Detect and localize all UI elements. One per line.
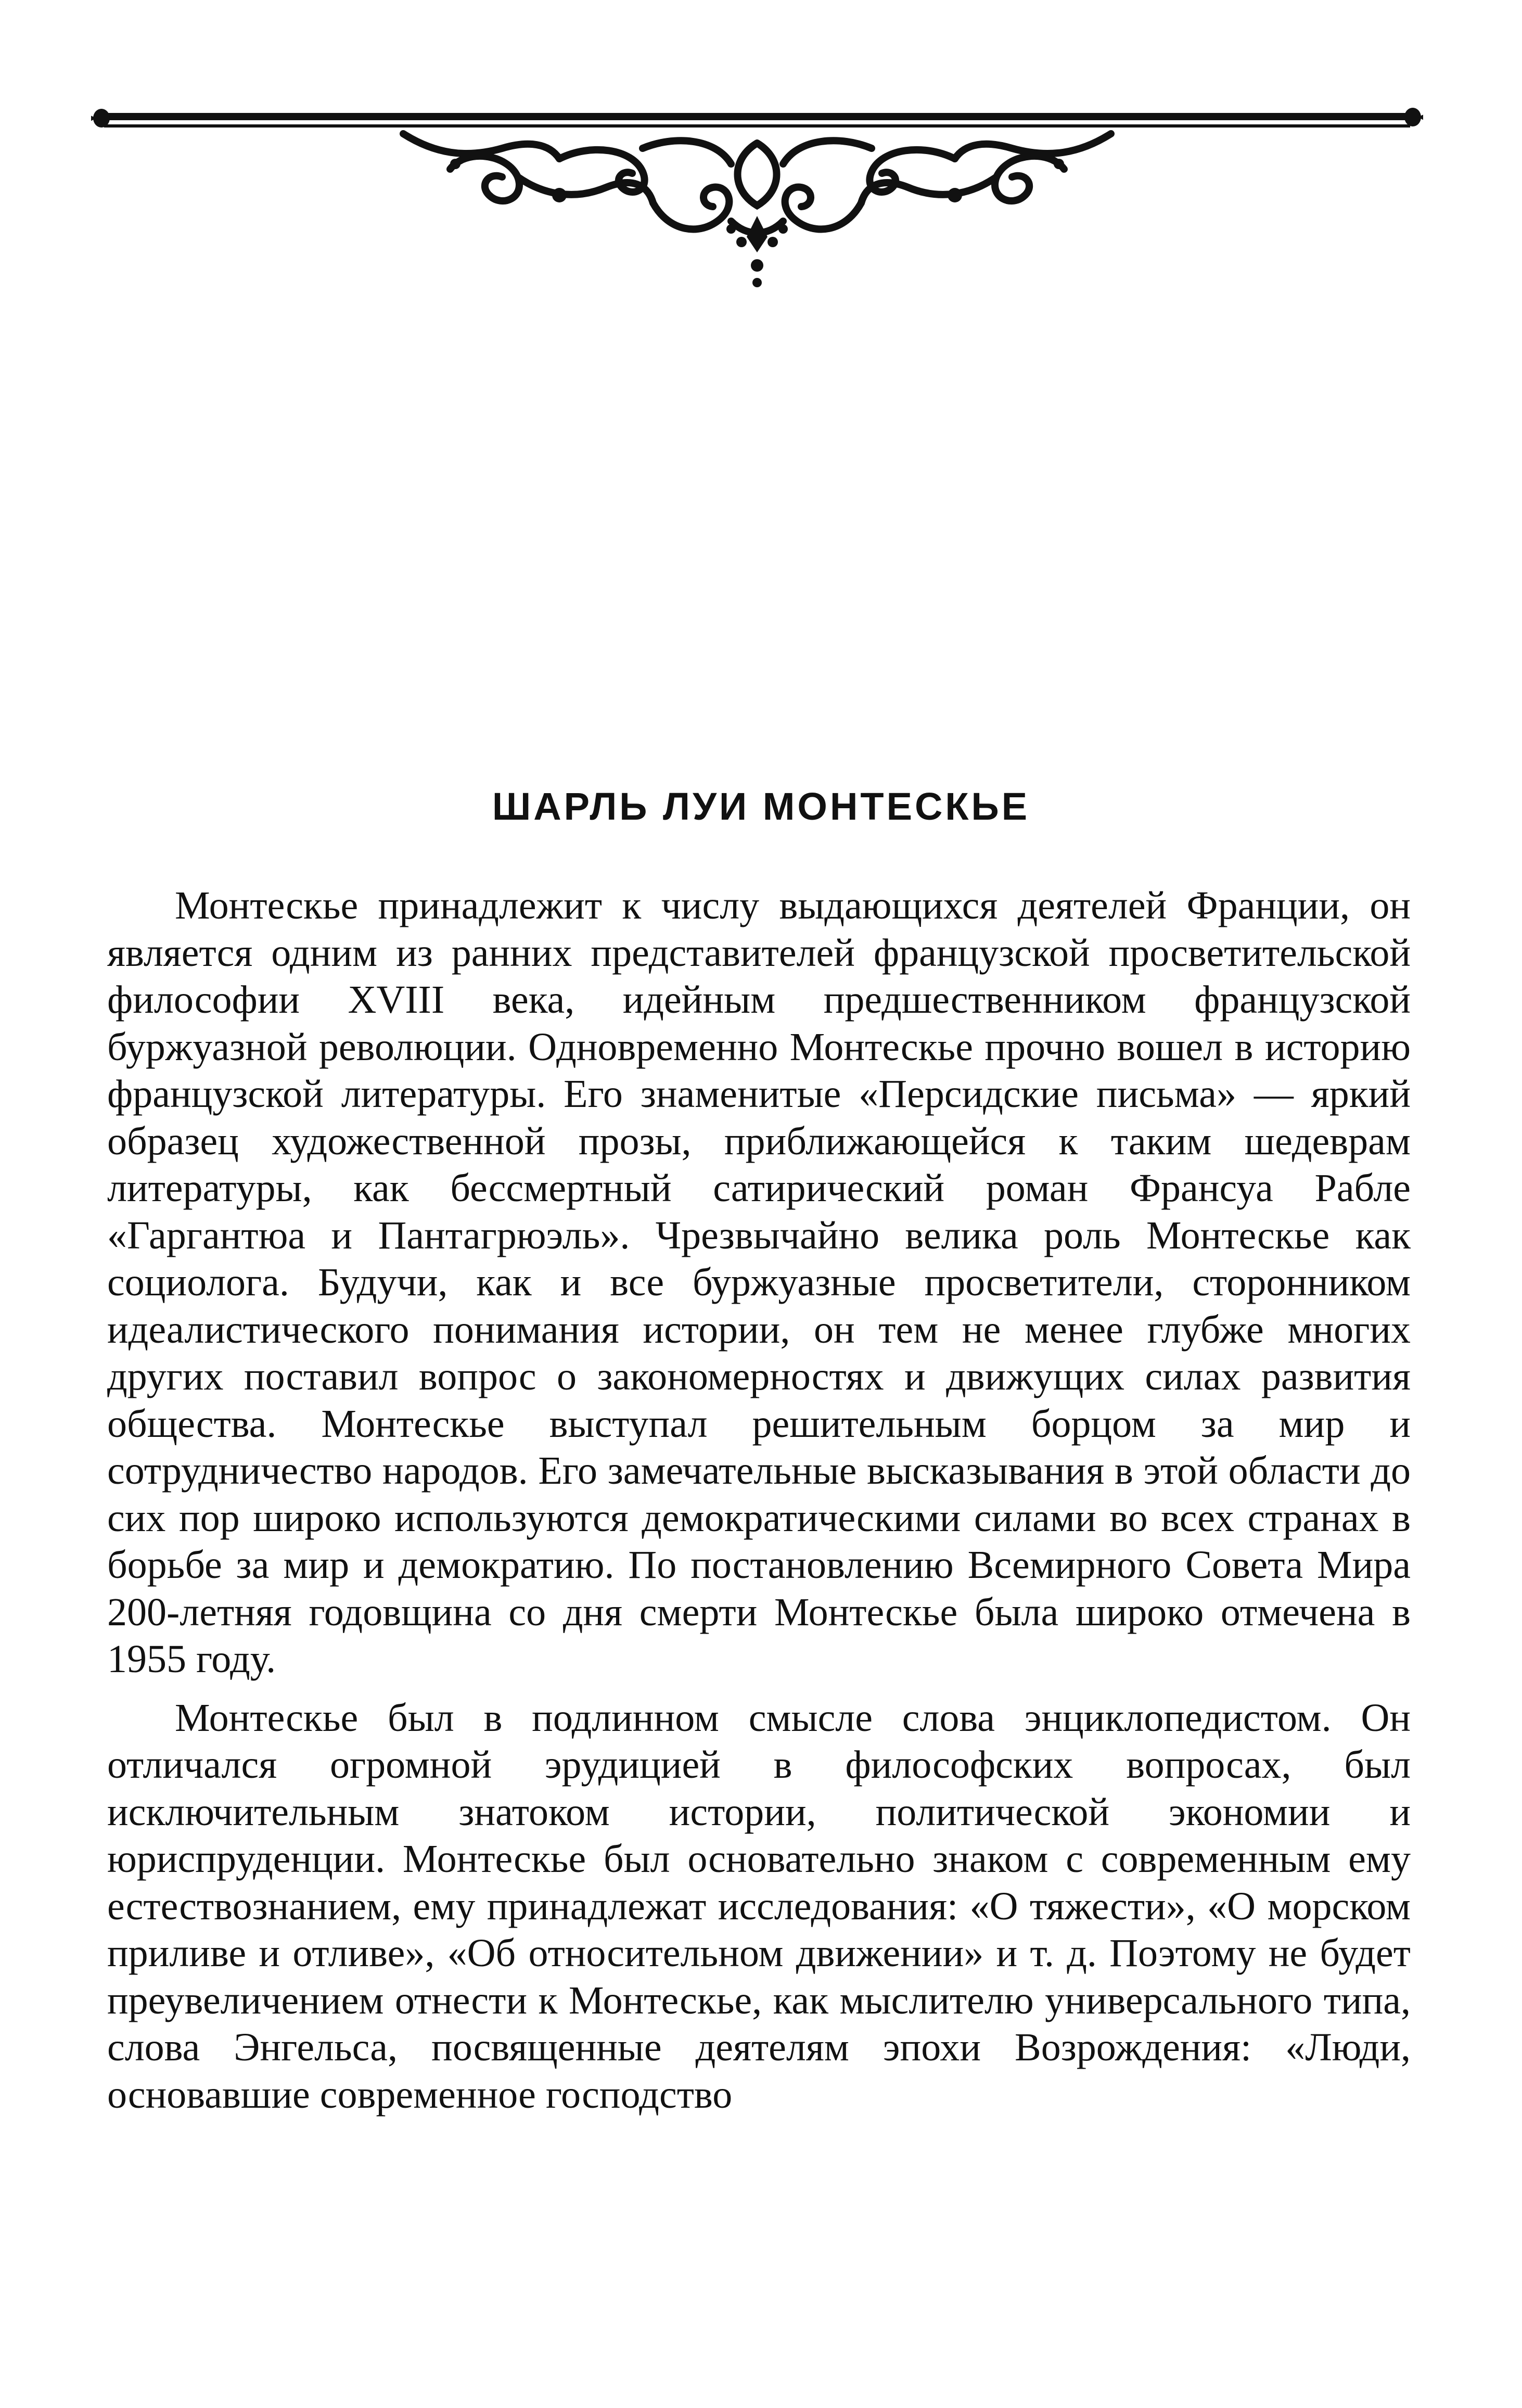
paragraph-1: Монтескье принадлежит к числу выдающихся деятелей Франции, он является одним из ранних представителей французской просветительской философии XVIII века, идейным предшественником французской буржуазной революции. Одновременно Монтескье прочно вошел в историю французской литературы. Его знаменитые «Персидские письма» — яркий образец художественной прозы, приближающейся к таким шедеврам литературы, как бессмертный сатирический роман Франсуа Рабле «Гаргантюа и Пантагрюэль». Чрезвычайно велика роль Монтескье как социолога. Будучи, как и все буржуазные просветители, сторонником идеалистического понимания истории, он тем не менее глубже многих других поставил вопрос о закономерностях и движущих силах развития общества. Монтескье выступал решительным борцом за мир и сотрудничество народов. Его замечательные высказывания в этой области до сих пор широко используются демократическими силами во всех странах в борьбе за мир и демократию. По постановлению Всемирного Совета Мира 200-летняя годовщина со дня смерти Монтескье была широко отмечена в 1955 году.	[107, 884, 1411, 1681]
ornament-center-drop	[450, 159, 1064, 287]
paragraph-2: Монтескье был в подлинном смысле слова энциклопедистом. Он отличался огромной эрудицией в философских вопросах, был исключительным знатоком истории, политической экономии и юриспруденции. Монтескье был основательно знаком с современным ему естествознанием, ему принадлежат исследования: «О тяжести», «О морском приливе и отливе», «Об относительном движении» и т. д. Поэтому не будет преувеличением отнести к Монтескье, как мыслителю универсального типа, слова Энгельса, посвященные деятелям эпохи Возрождения: «Люди, основавшие современное господство	[107, 1696, 1411, 2117]
body-text	[107, 882, 1411, 2118]
page-title: ШАРЛЬ ЛУИ МОНТЕСКЬЕ	[492, 785, 1030, 828]
ornament-rule-thick	[104, 113, 1410, 120]
ornament-rule-thin	[104, 124, 1410, 128]
header-ornament	[91, 86, 1423, 294]
